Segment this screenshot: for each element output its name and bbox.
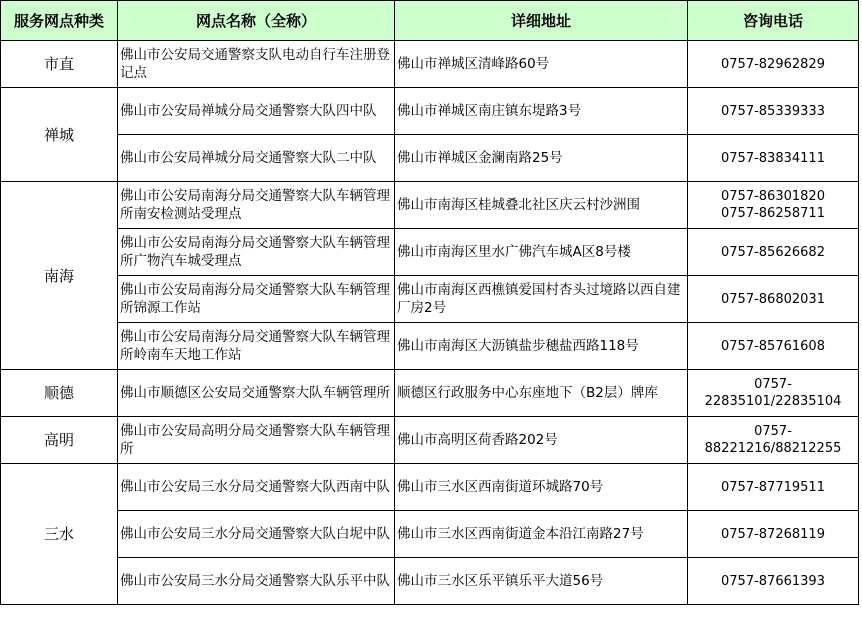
point-name-cell: 佛山市公安局禅城分局交通警察大队四中队 [118,88,395,135]
address-cell: 佛山市三水区西南街道环城路70号 [395,464,688,511]
phone-number: 0757-86301820 [721,189,825,204]
table-row [1,323,859,370]
phone-cell [688,41,859,88]
category-cell: 市直 [1,41,118,88]
table-row [1,511,859,558]
phone-cell [688,323,859,370]
point-name-cell: 佛山市公安局高明分局交通警察大队车辆管理所 [118,417,395,464]
phone-number: 22835101/22835104 [704,394,842,409]
phone-number: 88221216/88212255 [704,441,842,456]
phone-number: 0757-83834111 [721,150,825,166]
phone-number: 0757-85339333 [721,103,825,119]
header-name: 网点名称（全称） [118,1,395,41]
phone-cell [688,276,859,323]
address-cell: 佛山市禅城区南庄镇东堤路3号 [395,88,688,135]
table-row [1,229,859,276]
phone-cell [688,182,859,229]
phone-cell [688,370,859,417]
header-category: 服务网点种类 [1,1,118,41]
point-name-cell: 佛山市公安局南海分局交通警察大队车辆管理所锦源工作站 [118,276,395,323]
category-cell: 顺德 [1,370,118,417]
phone-cell [688,511,859,558]
phone-number: 0757-86802031 [721,291,825,307]
address-cell: 佛山市南海区西樵镇爱国村杏头过境路以西自建厂房2号 [395,276,688,323]
category-cell: 三水 [1,464,118,605]
phone-number: 0757-87268119 [721,526,825,542]
table-row [1,558,859,605]
phone-number: 0757- [754,424,792,439]
header-row [1,1,859,41]
category-cell: 禅城 [1,88,118,182]
address-cell: 佛山市禅城区清峰路60号 [395,41,688,88]
point-name-cell: 佛山市顺德区公安局交通警察大队车辆管理所 [118,370,395,417]
point-name-cell: 佛山市公安局三水分局交通警察大队西南中队 [118,464,395,511]
phone-number: 0757-85626682 [721,244,825,260]
point-name-cell: 佛山市公安局南海分局交通警察大队车辆管理所岭南车天地工作站 [118,323,395,370]
address-cell: 佛山市南海区大沥镇盐步穗盐西路118号 [395,323,688,370]
header-address: 详细地址 [395,1,688,41]
address-cell: 佛山市南海区桂城叠北社区庆云村沙洲围 [395,182,688,229]
point-name-cell: 佛山市公安局三水分局交通警察大队白坭中队 [118,511,395,558]
phone-number: 0757-87719511 [721,479,825,495]
phone-number: 0757-85761608 [721,338,825,354]
point-name-cell: 佛山市公安局禅城分局交通警察大队二中队 [118,135,395,182]
phone-number: 0757- [754,377,792,392]
table-row [1,182,859,229]
table-row [1,370,859,417]
table-row [1,41,859,88]
phone-cell [688,558,859,605]
point-name-cell: 佛山市公安局三水分局交通警察大队乐平中队 [118,558,395,605]
table-row [1,276,859,323]
phone-number: 0757-82962829 [721,56,825,72]
phone-cell [688,135,859,182]
address-cell: 佛山市高明区荷香路202号 [395,417,688,464]
phone-number: 0757-87661393 [721,573,825,589]
phone-cell [688,88,859,135]
table-row [1,135,859,182]
phone-cell [688,464,859,511]
table-row [1,88,859,135]
phone-cell [688,229,859,276]
address-cell: 佛山市三水区西南街道金本沿江南路27号 [395,511,688,558]
table-body [1,41,859,605]
table-row [1,464,859,511]
address-cell: 佛山市禅城区金澜南路25号 [395,135,688,182]
address-cell: 佛山市三水区乐平镇乐平大道56号 [395,558,688,605]
header-phone: 咨询电话 [688,1,859,41]
point-name-cell: 佛山市公安局交通警察支队电动自行车注册登记点 [118,41,395,88]
category-cell: 高明 [1,417,118,464]
category-cell: 南海 [1,182,118,370]
point-name-cell: 佛山市公安局南海分局交通警察大队车辆管理所南安检测站受理点 [118,182,395,229]
point-name-cell: 佛山市公安局南海分局交通警察大队车辆管理所广物汽车城受理点 [118,229,395,276]
phone-cell [688,417,859,464]
address-cell: 顺德区行政服务中心东座地下（B2层）牌库 [395,370,688,417]
address-cell: 佛山市南海区里水广佛汽车城A区8号楼 [395,229,688,276]
phone-number: 0757-86258711 [721,206,825,221]
table-row [1,417,859,464]
